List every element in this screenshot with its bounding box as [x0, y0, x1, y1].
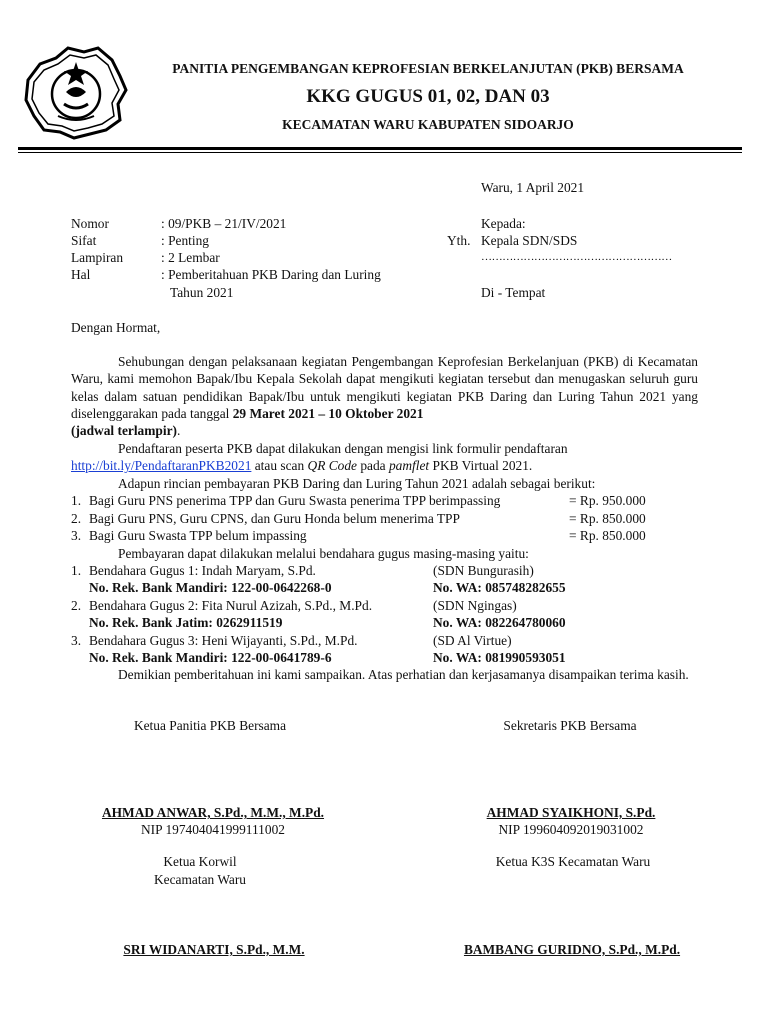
treasurer-account: No. Rek. Bank Mandiri: 122-00-0641789-6: [89, 650, 332, 665]
paragraph-intro-end: .: [176, 423, 181, 439]
fee-item: [71, 527, 81, 544]
signature-right-nip: NIP 199604092019031002: [498, 822, 644, 837]
signature-right2-title: Ketua K3S Kecamatan Waru: [495, 854, 651, 869]
treasurer-account: No. Rek. Bank Jatim: 0262911519: [89, 615, 283, 630]
meta-label-hal: Hal: [71, 267, 91, 282]
registration-text-b: atau scan: [251, 458, 308, 474]
fee-text: Bagi Guru PNS penerima TPP dan Guru Swasta penerima TPP berimpassing: [89, 493, 501, 508]
signature-left2-title2: Kecamatan Waru: [154, 872, 246, 887]
treasurer-account: No. Rek. Bank Mandiri: 122-00-0642268-0: [89, 580, 332, 595]
signature-right-name: AHMAD SYAIKHONI, S.Pd.: [486, 805, 656, 820]
letterhead-committee: PANITIA PENGEMBANGAN KEPROFESIAN BERKELANJUTAN (PKB) BERSAMA: [172, 61, 684, 76]
treasurer-whatsapp: No. WA: 081990593051: [433, 650, 566, 665]
recipient-place: Di - Tempat: [481, 285, 546, 300]
meta-value-hal-line2: Tahun 2021: [170, 285, 234, 300]
meta-value-lampiran: : 2 Lembar: [161, 250, 220, 265]
treasurer-number: 3.: [71, 633, 82, 648]
registration-text-d: PKB Virtual 2021.: [429, 458, 533, 474]
event-dates: 29 Maret 2021 – 10 Oktober 2021: [232, 405, 424, 421]
signature-right2-name: BAMBANG GURIDNO, S.Pd., M.Pd.: [463, 942, 681, 957]
paragraph-registration: [71, 440, 698, 475]
payment-intro: Pembayaran dapat dilakukan melalui bendahara gugus masing-masing yaitu:: [118, 546, 529, 561]
recipient-dots: ………………………………………………: [481, 251, 672, 263]
treasurer-name: Bendahara Gugus 1: Indah Maryam, S.Pd.: [89, 563, 316, 578]
signature-right-title: Sekretaris PKB Bersama: [503, 718, 637, 733]
recipient-yth: Yth.: [447, 233, 471, 248]
treasurer-name: Bendahara Gugus 2: Fita Nurul Azizah, S.Pd., M.Pd.: [89, 598, 373, 613]
treasurer-number: 2.: [71, 598, 82, 613]
greeting: Dengan Hormat,: [71, 320, 161, 335]
fee-text: Bagi Guru PNS, Guru CPNS, dan Guru Honda belum menerima TPP: [89, 511, 460, 526]
header-rule-thin: [18, 152, 742, 153]
qr-code-text: QR Code: [307, 458, 357, 474]
fee-text: Bagi Guru Swasta TPP belum impassing: [89, 528, 307, 543]
treasurer-number: 1.: [71, 563, 82, 578]
fee-amount: = Rp. 850.000: [569, 528, 646, 543]
signature-left2-name: SRI WIDANARTI, S.Pd., M.M.: [123, 942, 305, 957]
treasurer-name: Bendahara Gugus 3: Heni Wijayanti, S.Pd., M.Pd.: [89, 633, 358, 648]
registration-text: Pendaftaran peserta PKB dapat dilakukan dengan mengisi link formulir pendaftaran: [118, 441, 568, 456]
signature-left-nip: NIP 197404041999111002: [141, 822, 285, 837]
pamflet-text: pamflet: [388, 458, 430, 474]
recipient-kepada: Kepada:: [481, 216, 526, 231]
signature-left-name: AHMAD ANWAR, S.Pd., M.M., M.Pd.: [101, 805, 325, 820]
closing-paragraph: Demikian pemberitahuan ini kami sampaikan. Atas perhatian dan kerjasamanya disampaikan terima kasih.: [118, 667, 689, 682]
paragraph-intro: [71, 353, 698, 439]
organization-logo: [22, 42, 130, 142]
payment-details-intro: Adapun rincian pembayaran PKB Daring dan Luring Tahun 2021 adalah sebagai berikut:: [118, 476, 596, 491]
treasurer-whatsapp: No. WA: 085748282655: [433, 580, 566, 595]
fee-item: [71, 492, 81, 509]
treasurer-whatsapp: No. WA: 082264780060: [433, 615, 566, 630]
meta-value-hal: : Pemberitahuan PKB Daring dan Luring: [161, 267, 381, 282]
schedule-note: (jadwal terlampir): [71, 423, 177, 439]
header-rule-thick: [18, 147, 742, 150]
registration-link[interactable]: http://bit.ly/PendaftaranPKB2021: [71, 458, 252, 474]
meta-label-sifat: Sifat: [71, 233, 97, 248]
signature-left2-title: Ketua Korwil: [163, 854, 237, 869]
fee-number: 1.: [71, 493, 82, 508]
treasurer-school: (SDN Ngingas): [433, 598, 517, 613]
fee-amount: = Rp. 950.000: [569, 493, 646, 508]
meta-label-nomor: Nomor: [71, 216, 109, 231]
treasurer-school: (SDN Bungurasih): [433, 563, 534, 578]
fee-amount: = Rp. 850.000: [569, 511, 646, 526]
registration-text-c: pada: [357, 458, 389, 474]
treasurer-school: (SD Al Virtue): [433, 633, 512, 648]
fee-number: 3.: [71, 528, 82, 543]
paragraph-intro-text: Sehubungan dengan pelaksanaan kegiatan Pengembangan Keprofesian Berkelanjuan (PKB) di Kecamatan Waru, kami memohon Bapak/Ibu Kepala Sekolah dapat mengikuti kegiatan tersebut dan menugaskan seluruh guru kelas dalam satuan pendidikan Bapak/Ibu untuk mengikuti kegiatan PKB Daring dan Luring Tahun 2021 yang diselenggarakan pada tanggal: [71, 354, 698, 421]
signature-left-title: Ketua Panitia PKB Bersama: [133, 718, 287, 733]
letter-date: Waru, 1 April 2021: [481, 180, 585, 195]
fee-item: [71, 510, 81, 527]
meta-value-nomor: : 09/PKB – 21/IV/2021: [161, 216, 287, 231]
meta-label-lampiran: Lampiran: [71, 250, 124, 265]
recipient-name: Kepala SDN/SDS: [481, 233, 578, 248]
letterhead-district: KECAMATAN WARU KABUPATEN SIDOARJO: [282, 117, 574, 132]
meta-value-sifat: : Penting: [161, 233, 209, 248]
fee-number: 2.: [71, 511, 82, 526]
letterhead-title: KKG GUGUS 01, 02, DAN 03: [306, 86, 550, 107]
